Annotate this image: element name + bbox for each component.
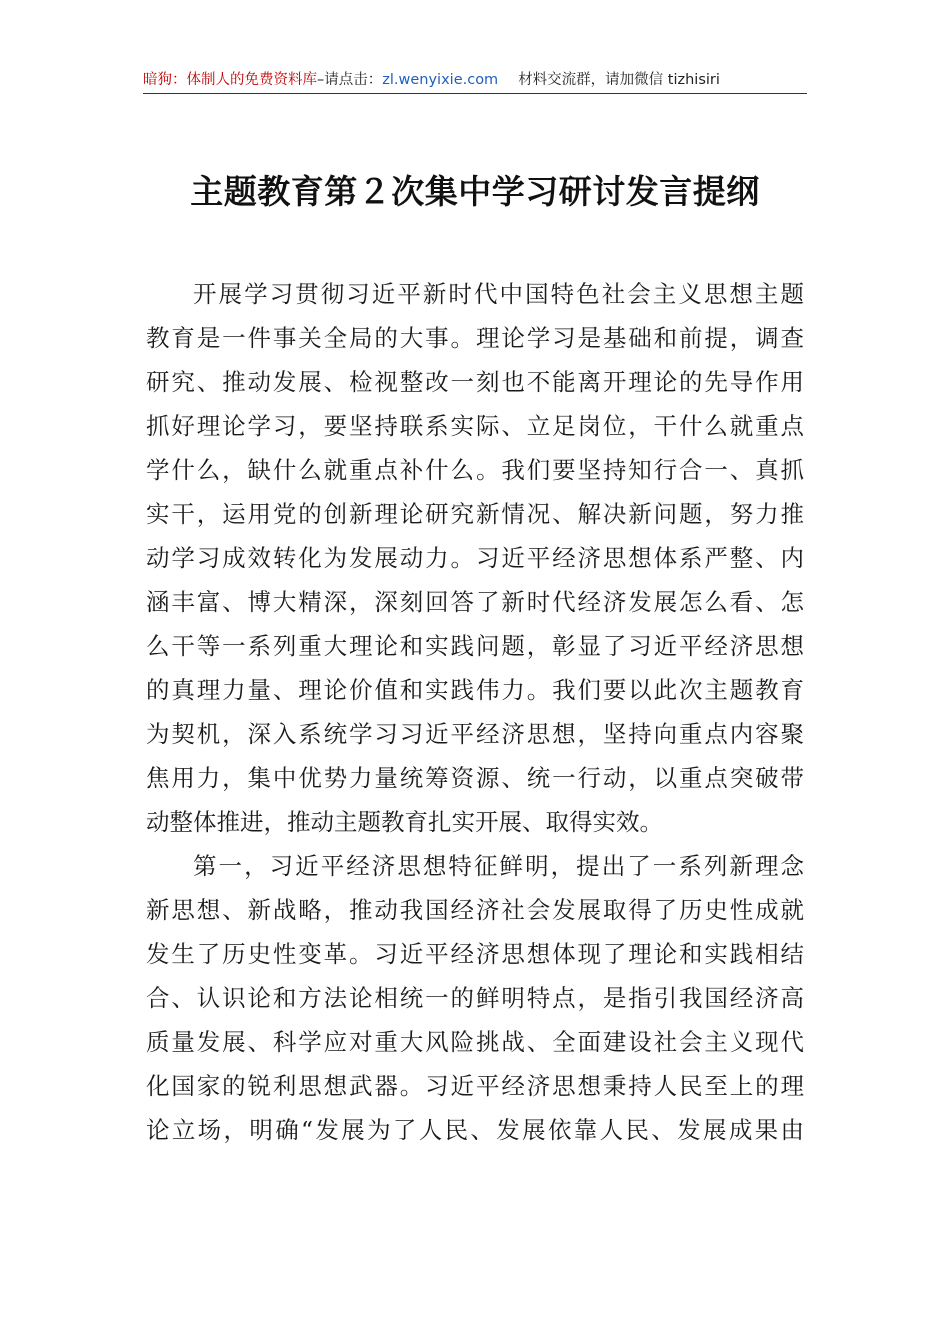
paragraph-line: 的真理力量、理论价值和实践伟力。我们要以此次主题教育 [146, 676, 804, 704]
paragraph-line: 新思想、新战略，推动我国经济社会发展取得了历史性成就 [146, 896, 804, 924]
document-title: 主题教育第２次集中学习研讨发言提纲 [190, 172, 760, 211]
paragraph-line: 么干等一系列重大理论和实践问题，彰显了习近平经济思想 [146, 632, 804, 660]
paragraph-line: 焦用力，集中优势力量统筹资源、统一行动，以重点突破带 [146, 764, 804, 792]
paragraph-line: 开展学习贯彻习近平新时代中国特色社会主义思想主题 [193, 280, 804, 308]
paragraph-line: 研究、推动发展、检视整改一刻也不能离开理论的先导作用 [146, 368, 804, 396]
paragraph-line: 实干，运用党的创新理论研究新情况、解决新问题，努力推 [146, 500, 804, 528]
paragraph-line: 质量发展、科学应对重大风险挑战、全面建设社会主义现代 [146, 1028, 804, 1056]
paragraph-2 [146, 844, 804, 1152]
paragraph-line: 合、认识论和方法论相统一的鲜明特点，是指引我国经济高 [146, 984, 804, 1012]
paragraph-line: 抓好理论学习，要坚持联系实际、立足岗位，干什么就重点 [146, 412, 804, 440]
paragraph-line: 论立场，明确“发展为了人民、发展依靠人民、发展成果由 [146, 1116, 804, 1144]
paragraph-line: 教育是一件事关全局的大事。理论学习是基础和前提，调查 [146, 324, 804, 352]
paragraph-1 [146, 272, 804, 844]
paragraph-line: 涵丰富、博大精深，深刻回答了新时代经济发展怎么看、怎 [146, 588, 804, 616]
paragraph-line: 化国家的锐利思想武器。习近平经济思想秉持人民至上的理 [146, 1072, 804, 1100]
paragraph-line: 第一，习近平经济思想特征鲜明，提出了一系列新理念 [193, 852, 804, 880]
header-prompt: –请点击： [317, 72, 383, 88]
paragraph-line: 学什么，缺什么就重点补什么。我们要坚持知行合一、真抓 [146, 456, 804, 484]
page-header [143, 68, 807, 92]
paragraph-line: 动整体推进，推动主题教育扎实开展、取得实效。 [146, 808, 663, 836]
paragraph-line: 为契机，深入系统学习习近平经济思想，坚持向重点内容聚 [146, 720, 804, 748]
paragraph-line: 发生了历史性变革。习近平经济思想体现了理论和实践相结 [146, 940, 804, 968]
header-wechat-note: 材料交流群，请加微信 tizhisiri [518, 72, 720, 88]
document-body [146, 272, 804, 1152]
header-url-link[interactable]: zl.wenyixie.com [382, 72, 499, 88]
paragraph-line: 动学习成效转化为发展动力。习近平经济思想体系严整、内 [146, 544, 804, 572]
header-divider [143, 93, 807, 94]
header-source-label: 暗狗：体制人的免费资料库 [143, 72, 317, 88]
